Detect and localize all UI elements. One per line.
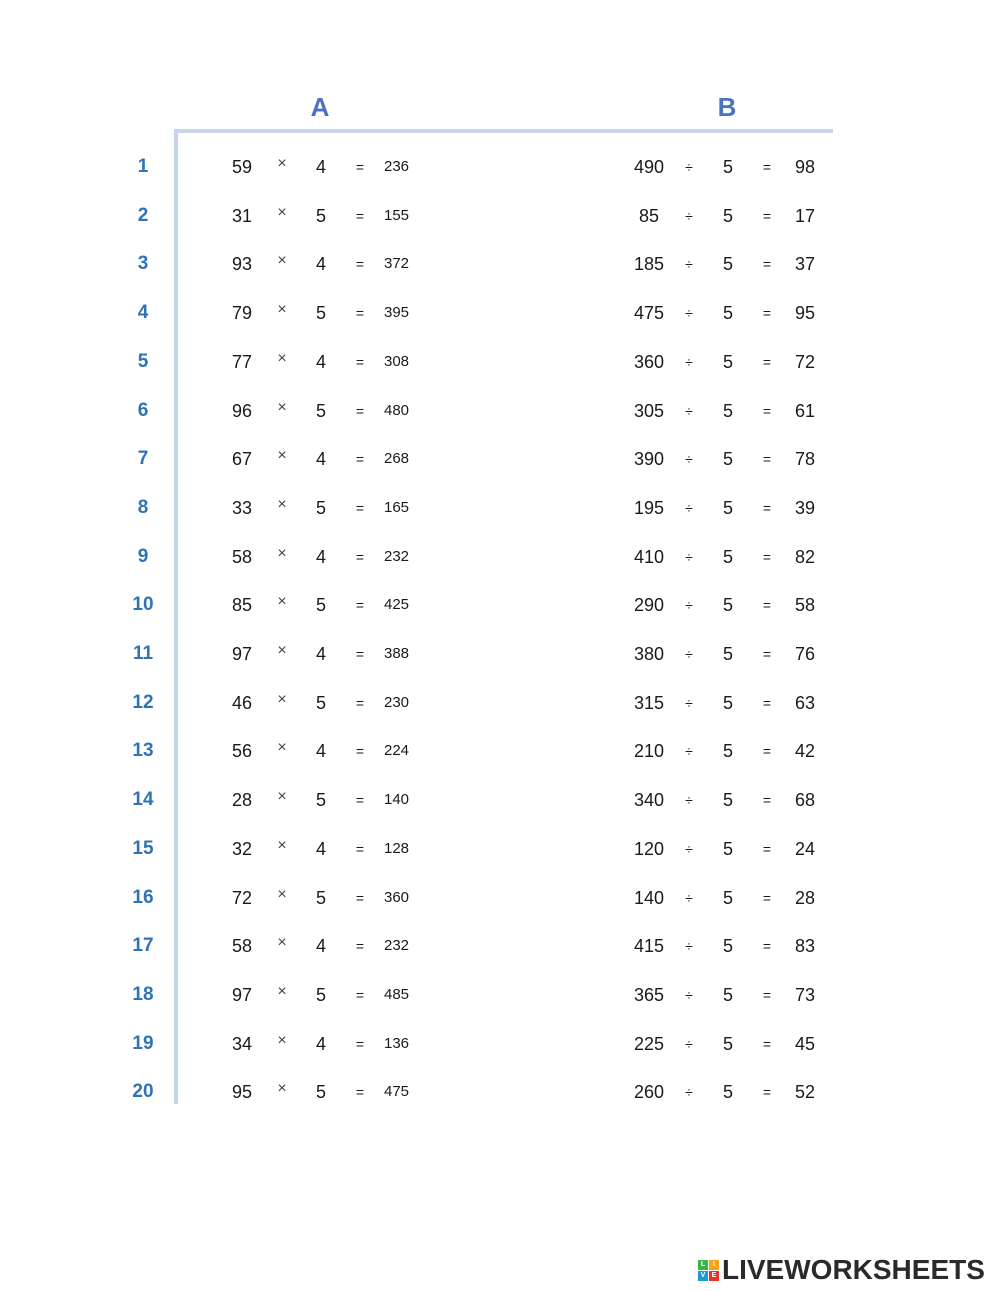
row-number: 5: [137, 351, 149, 372]
product: 395: [384, 304, 410, 321]
dividend: 415: [633, 936, 665, 956]
product: 268: [384, 450, 410, 467]
quotient: 68: [794, 790, 816, 810]
equals-symbol: =: [355, 208, 365, 224]
times-symbol: ×: [277, 739, 287, 756]
multiplicand: 72: [231, 888, 253, 908]
equals-symbol: =: [355, 354, 365, 370]
times-symbol: ×: [277, 155, 287, 172]
quotient: 28: [794, 888, 816, 908]
quotient: 61: [794, 401, 816, 421]
divisor: 5: [722, 352, 733, 372]
quotient: 58: [794, 595, 816, 615]
row-number: 2: [137, 205, 149, 226]
equals-symbol: =: [762, 890, 772, 906]
times-symbol: ×: [277, 350, 287, 367]
equals-symbol: =: [355, 597, 365, 613]
equals-symbol: =: [762, 451, 772, 467]
equals-symbol: =: [762, 159, 772, 175]
multiplier: 4: [315, 547, 326, 567]
table-row: [0, 931, 1000, 961]
logo-mark-icon: [698, 1260, 719, 1281]
equals-symbol: =: [762, 305, 772, 321]
multiplier: 4: [315, 644, 326, 664]
divisor: 5: [722, 985, 733, 1005]
row-number: 15: [132, 838, 154, 859]
divisor: 5: [722, 693, 733, 713]
divisor: 5: [722, 157, 733, 177]
row-number: 9: [137, 546, 149, 567]
multiplicand: 59: [231, 157, 253, 177]
row-number: 19: [132, 1033, 154, 1054]
quotient: 45: [794, 1034, 816, 1054]
times-symbol: ×: [277, 447, 287, 464]
equals-symbol: =: [762, 549, 772, 565]
table-row: [0, 883, 1000, 913]
multiplier: 4: [315, 352, 326, 372]
multiplier: 5: [315, 985, 326, 1005]
divide-symbol: ÷: [685, 938, 693, 954]
product: 230: [384, 694, 410, 711]
divide-symbol: ÷: [685, 256, 693, 272]
equals-symbol: =: [762, 1084, 772, 1100]
equals-symbol: =: [762, 743, 772, 759]
dividend: 210: [633, 741, 665, 761]
table-row: [0, 834, 1000, 864]
times-symbol: ×: [277, 837, 287, 854]
divide-symbol: ÷: [685, 1036, 693, 1052]
multiplier: 4: [315, 157, 326, 177]
quotient: 98: [794, 157, 816, 177]
divisor: 5: [722, 401, 733, 421]
table-row: [0, 493, 1000, 523]
row-number: 1: [137, 156, 149, 177]
multiplicand: 97: [231, 644, 253, 664]
product: 140: [384, 791, 410, 808]
times-symbol: ×: [277, 934, 287, 951]
divide-symbol: ÷: [685, 1084, 693, 1100]
dividend: 305: [633, 401, 665, 421]
equals-symbol: =: [762, 987, 772, 1003]
table-row: [0, 347, 1000, 377]
equals-symbol: =: [762, 256, 772, 272]
multiplicand: 32: [231, 839, 253, 859]
multiplicand: 31: [231, 206, 253, 226]
product: 232: [384, 548, 410, 565]
row-number: 7: [137, 448, 149, 469]
table-row: [0, 152, 1000, 182]
dividend: 390: [633, 449, 665, 469]
quotient: 63: [794, 693, 816, 713]
quotient: 73: [794, 985, 816, 1005]
table-row: [0, 688, 1000, 718]
times-symbol: ×: [277, 545, 287, 562]
divide-symbol: ÷: [685, 695, 693, 711]
multiplier: 5: [315, 206, 326, 226]
equals-symbol: =: [355, 938, 365, 954]
divide-symbol: ÷: [685, 305, 693, 321]
table-row: [0, 542, 1000, 572]
quotient: 37: [794, 254, 816, 274]
multiplier: 4: [315, 741, 326, 761]
logo-tile: L: [698, 1260, 708, 1270]
dividend: 475: [633, 303, 665, 323]
row-number: 16: [132, 887, 154, 908]
equals-symbol: =: [355, 403, 365, 419]
times-symbol: ×: [277, 642, 287, 659]
multiplier: 4: [315, 254, 326, 274]
multiplicand: 79: [231, 303, 253, 323]
table-row: [0, 298, 1000, 328]
equals-symbol: =: [762, 695, 772, 711]
divide-symbol: ÷: [685, 792, 693, 808]
table-row: [0, 444, 1000, 474]
multiplier: 5: [315, 498, 326, 518]
divisor: 5: [722, 888, 733, 908]
equals-symbol: =: [355, 1084, 365, 1100]
equals-symbol: =: [355, 695, 365, 711]
equals-symbol: =: [355, 646, 365, 662]
quotient: 42: [794, 741, 816, 761]
equals-symbol: =: [355, 987, 365, 1003]
dividend: 120: [633, 839, 665, 859]
equals-symbol: =: [762, 597, 772, 613]
quotient: 52: [794, 1082, 816, 1102]
table-row: [0, 1029, 1000, 1059]
row-number: 10: [132, 594, 154, 615]
multiplier: 5: [315, 1082, 326, 1102]
divide-symbol: ÷: [685, 841, 693, 857]
dividend: 360: [633, 352, 665, 372]
multiplier: 4: [315, 839, 326, 859]
product: 236: [384, 158, 410, 175]
multiplicand: 58: [231, 936, 253, 956]
dividend: 85: [638, 206, 660, 226]
dividend: 365: [633, 985, 665, 1005]
quotient: 72: [794, 352, 816, 372]
row-number: 3: [137, 253, 149, 274]
logo-tile: V: [698, 1271, 708, 1281]
product: 360: [384, 889, 410, 906]
divide-symbol: ÷: [685, 646, 693, 662]
row-number: 20: [132, 1081, 154, 1102]
product: 485: [384, 986, 410, 1003]
table-row: [0, 396, 1000, 426]
logo-text: LIVEWORKSHEETS: [722, 1254, 985, 1285]
dividend: 290: [633, 595, 665, 615]
table-row: [0, 1077, 1000, 1107]
divide-symbol: ÷: [685, 549, 693, 565]
multiplier: 4: [315, 1034, 326, 1054]
column-header-b: B: [717, 92, 737, 122]
multiplicand: 33: [231, 498, 253, 518]
product: 155: [384, 207, 410, 224]
divisor: 5: [722, 1082, 733, 1102]
equals-symbol: =: [762, 1036, 772, 1052]
divide-symbol: ÷: [685, 451, 693, 467]
header-divider: [174, 129, 833, 133]
product: 372: [384, 255, 410, 272]
times-symbol: ×: [277, 1080, 287, 1097]
dividend: 260: [633, 1082, 665, 1102]
equals-symbol: =: [355, 500, 365, 516]
equals-symbol: =: [355, 1036, 365, 1052]
quotient: 83: [794, 936, 816, 956]
divisor: 5: [722, 839, 733, 859]
multiplier: 5: [315, 888, 326, 908]
divide-symbol: ÷: [685, 743, 693, 759]
multiplicand: 95: [231, 1082, 253, 1102]
divide-symbol: ÷: [685, 354, 693, 370]
equals-symbol: =: [355, 890, 365, 906]
divisor: 5: [722, 741, 733, 761]
multiplicand: 85: [231, 595, 253, 615]
divisor: 5: [722, 547, 733, 567]
liveworksheets-logo: [698, 1255, 985, 1285]
dividend: 410: [633, 547, 665, 567]
equals-symbol: =: [762, 938, 772, 954]
equals-symbol: =: [762, 500, 772, 516]
dividend: 195: [633, 498, 665, 518]
product: 232: [384, 937, 410, 954]
dividend: 185: [633, 254, 665, 274]
times-symbol: ×: [277, 788, 287, 805]
product: 475: [384, 1083, 410, 1100]
table-row: [0, 785, 1000, 815]
equals-symbol: =: [762, 792, 772, 808]
multiplicand: 93: [231, 254, 253, 274]
divisor: 5: [722, 206, 733, 226]
product: 224: [384, 742, 410, 759]
times-symbol: ×: [277, 983, 287, 1000]
multiplicand: 46: [231, 693, 253, 713]
equals-symbol: =: [762, 841, 772, 857]
divisor: 5: [722, 498, 733, 518]
times-symbol: ×: [277, 301, 287, 318]
row-number: 4: [137, 302, 149, 323]
multiplier: 5: [315, 693, 326, 713]
row-number: 13: [132, 740, 154, 761]
row-number: 12: [132, 692, 154, 713]
equals-symbol: =: [762, 354, 772, 370]
divide-symbol: ÷: [685, 890, 693, 906]
quotient: 39: [794, 498, 816, 518]
multiplier: 5: [315, 790, 326, 810]
logo-tile: I: [709, 1260, 719, 1270]
times-symbol: ×: [277, 496, 287, 513]
row-number: 8: [137, 497, 149, 518]
dividend: 315: [633, 693, 665, 713]
product: 136: [384, 1035, 410, 1052]
divisor: 5: [722, 595, 733, 615]
multiplicand: 97: [231, 985, 253, 1005]
multiplicand: 34: [231, 1034, 253, 1054]
equals-symbol: =: [762, 403, 772, 419]
multiplicand: 58: [231, 547, 253, 567]
quotient: 78: [794, 449, 816, 469]
row-number: 18: [132, 984, 154, 1005]
divisor: 5: [722, 644, 733, 664]
dividend: 340: [633, 790, 665, 810]
divisor: 5: [722, 449, 733, 469]
row-number: 11: [132, 643, 154, 664]
quotient: 24: [794, 839, 816, 859]
equals-symbol: =: [762, 646, 772, 662]
times-symbol: ×: [277, 399, 287, 416]
times-symbol: ×: [277, 593, 287, 610]
multiplicand: 56: [231, 741, 253, 761]
equals-symbol: =: [355, 792, 365, 808]
row-number: 17: [132, 935, 154, 956]
divisor: 5: [722, 1034, 733, 1054]
times-symbol: ×: [277, 204, 287, 221]
equals-symbol: =: [355, 305, 365, 321]
product: 308: [384, 353, 410, 370]
quotient: 76: [794, 644, 816, 664]
equals-symbol: =: [355, 451, 365, 467]
table-row: [0, 590, 1000, 620]
product: 388: [384, 645, 410, 662]
multiplier: 5: [315, 303, 326, 323]
table-row: [0, 201, 1000, 231]
times-symbol: ×: [277, 886, 287, 903]
divide-symbol: ÷: [685, 159, 693, 175]
product: 165: [384, 499, 410, 516]
equals-symbol: =: [355, 159, 365, 175]
logo-tile: E: [709, 1271, 719, 1281]
divide-symbol: ÷: [685, 597, 693, 613]
multiplier: 4: [315, 449, 326, 469]
dividend: 140: [633, 888, 665, 908]
table-row: [0, 980, 1000, 1010]
dividend: 490: [633, 157, 665, 177]
dividend: 225: [633, 1034, 665, 1054]
divide-symbol: ÷: [685, 208, 693, 224]
divide-symbol: ÷: [685, 403, 693, 419]
table-row: [0, 736, 1000, 766]
multiplicand: 77: [231, 352, 253, 372]
divisor: 5: [722, 790, 733, 810]
times-symbol: ×: [277, 1032, 287, 1049]
table-row: [0, 639, 1000, 669]
product: 425: [384, 596, 410, 613]
row-number: 6: [137, 400, 149, 421]
product: 128: [384, 840, 410, 857]
column-header-a: A: [310, 92, 330, 122]
multiplicand: 96: [231, 401, 253, 421]
equals-symbol: =: [762, 208, 772, 224]
times-symbol: ×: [277, 252, 287, 269]
equals-symbol: =: [355, 549, 365, 565]
divisor: 5: [722, 303, 733, 323]
dividend: 380: [633, 644, 665, 664]
product: 480: [384, 402, 410, 419]
quotient: 82: [794, 547, 816, 567]
multiplicand: 67: [231, 449, 253, 469]
multiplier: 5: [315, 595, 326, 615]
multiplier: 5: [315, 401, 326, 421]
equals-symbol: =: [355, 841, 365, 857]
multiplier: 4: [315, 936, 326, 956]
divisor: 5: [722, 936, 733, 956]
row-number: 14: [132, 789, 154, 810]
divide-symbol: ÷: [685, 987, 693, 1003]
divisor: 5: [722, 254, 733, 274]
equals-symbol: =: [355, 256, 365, 272]
times-symbol: ×: [277, 691, 287, 708]
multiplicand: 28: [231, 790, 253, 810]
quotient: 95: [794, 303, 816, 323]
quotient: 17: [794, 206, 816, 226]
equals-symbol: =: [355, 743, 365, 759]
table-row: [0, 249, 1000, 279]
divide-symbol: ÷: [685, 500, 693, 516]
